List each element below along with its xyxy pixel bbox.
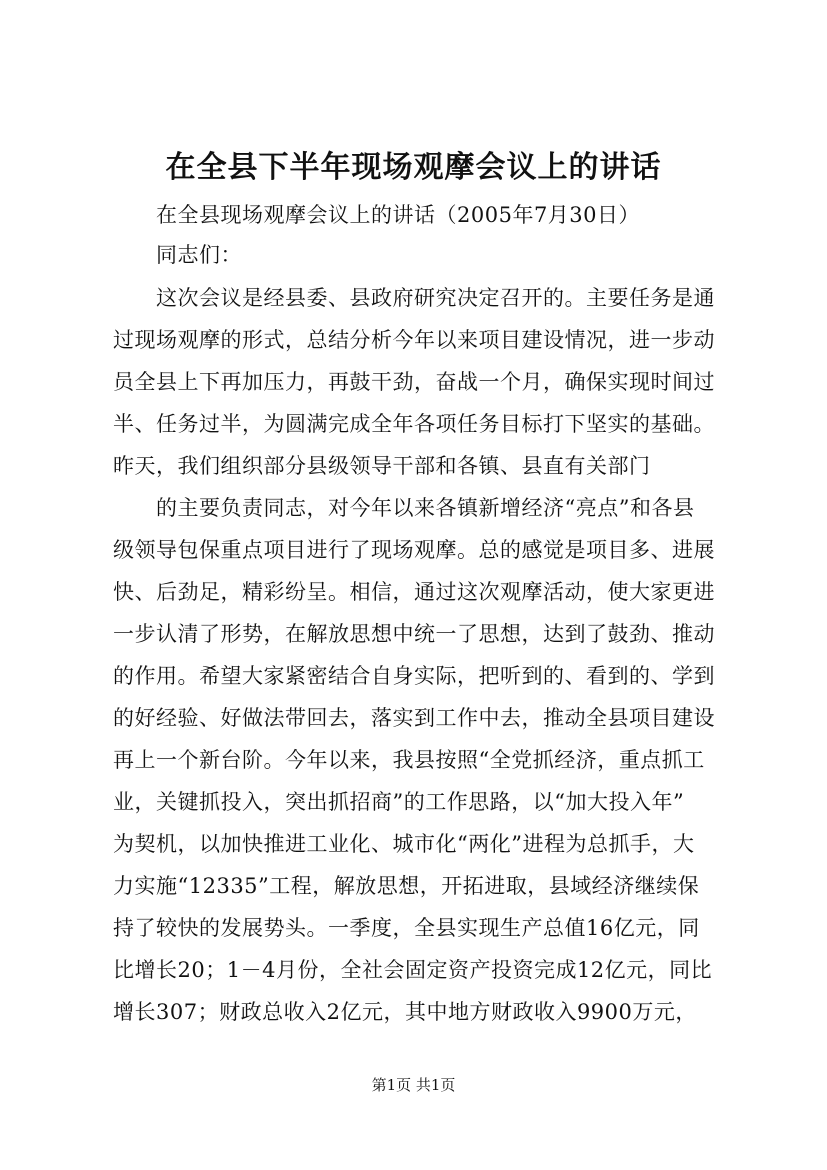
document-title: 在全县下半年现场观摩会议上的讲话 bbox=[165, 150, 662, 185]
body-line: 的主要负责同志，对今年以来各镇新增经济“亮点”和各县 bbox=[156, 496, 695, 520]
body-line: 为契机，以加快推进工业化、城市化“两化”进程为总抓手，大 bbox=[113, 832, 695, 856]
body-line: 这次会议是经县委、县政府研究决定召开的。主要任务是通 bbox=[156, 286, 715, 310]
body-line: 增长307；财政总收入2亿元，其中地方财政收入9900万元， bbox=[113, 1000, 697, 1024]
body-line: 半、任务过半，为圆满完成全年各项任务目标打下坚实的基础。 bbox=[113, 412, 715, 436]
body-line: 一步认清了形势，在解放思想中统一了思想，达到了鼓劲、推动 bbox=[113, 622, 715, 646]
body-line: 员全县上下再加压力，再鼓干劲，奋战一个月，确保实现时间过 bbox=[113, 370, 715, 394]
body-line: 力实施“12335”工程，解放思想，开拓进取，县域经济继续保 bbox=[113, 874, 700, 898]
salutation: 同志们： bbox=[156, 243, 242, 267]
body-line: 过现场观摩的形式，总结分析今年以来项目建设情况，进一步动 bbox=[113, 328, 715, 352]
body-line: 昨天，我们组织部分县级领导干部和各镇、县直有关部门 bbox=[113, 454, 651, 478]
body-line: 持了较快的发展势头。一季度，全县实现生产总值16亿元，同 bbox=[113, 916, 700, 940]
body-line: 再上一个新台阶。今年以来，我县按照“全党抓经济，重点抓工 bbox=[113, 748, 705, 772]
document-subtitle: 在全县现场观摩会议上的讲话（2005年7月30日） bbox=[156, 203, 641, 227]
body-line: 级领导包保重点项目进行了现场观摩。总的感觉是项目多、进展 bbox=[113, 538, 715, 562]
body-line: 业，关键抓投入，突出抓招商”的工作思路，以“加大投入年” bbox=[113, 790, 685, 814]
body-line: 比增长20；1－4月份，全社会固定资产投资完成12亿元，同比 bbox=[113, 958, 713, 982]
body-line: 的好经验、好做法带回去，落实到工作中去，推动全县项目建设 bbox=[113, 706, 715, 730]
body-line: 的作用。希望大家紧密结合自身实际，把听到的、看到的、学到 bbox=[113, 664, 715, 688]
page-number-footer: 第1页 共1页 bbox=[371, 1076, 456, 1094]
body-line: 快、后劲足，精彩纷呈。相信，通过这次观摩活动，使大家更进 bbox=[113, 580, 715, 604]
